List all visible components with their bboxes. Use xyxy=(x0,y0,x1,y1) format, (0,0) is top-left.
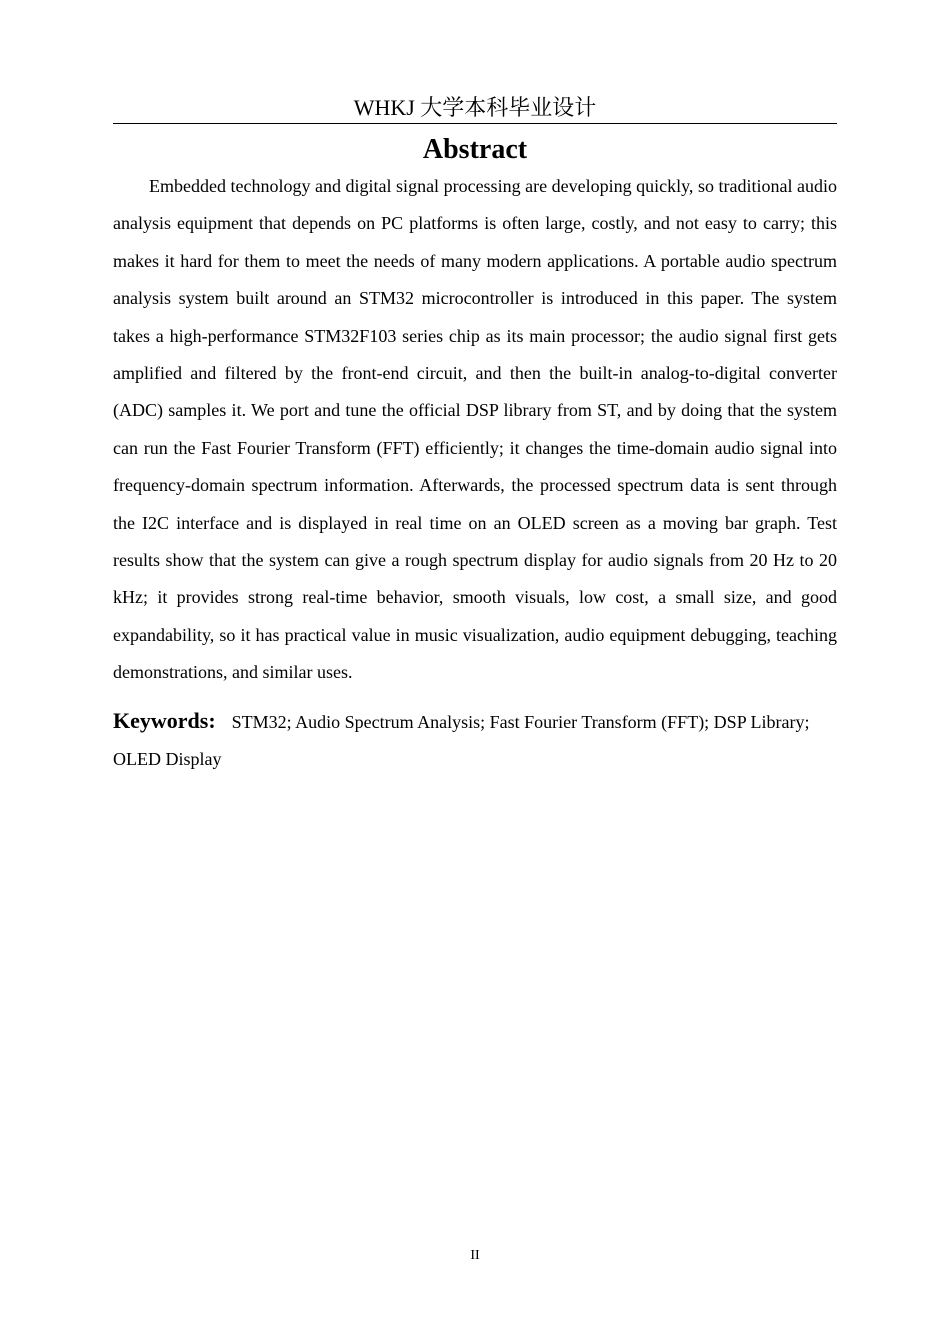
header-rule xyxy=(113,123,837,124)
keywords-text: STM32; Audio Spectrum Analysis; Fast Fourier Transform (FFT); DSP Library; OLED Display xyxy=(113,712,810,769)
abstract-title: Abstract xyxy=(422,134,528,165)
running-header: WHKJ 大学本科毕业设计 xyxy=(353,95,597,120)
keywords-section xyxy=(113,702,837,778)
abstract-body: Embedded technology and digital signal processing are developing quickly, so traditional audio analysis equipment that depends on PC platforms is often large, costly, and not easy to carry; this makes it hard for them to meet the needs of many modern applications. A portable audio spectrum analysis system built around an STM32 microcontroller is introduced in this paper. The system takes a high-performance STM32F103 series chip as its main processor; the audio signal first gets amplified and filtered by the front-end circuit, and then the built-in analog-to-digital converter (ADC) samples it. We port and tune the official DSP library from ST, and by doing that the system can run the Fast Fourier Transform (FFT) efficiently; it changes the time-domain audio signal into frequency-domain spectrum information. Afterwards, the processed spectrum data is sent through the I2C interface and is displayed in real time on an OLED screen as a moving bar graph. Test results show that the system can give a rough spectrum display for audio signals from 20 Hz to 20 kHz; it provides strong real-time behavior, smooth visuals, low cost, a small size, and good expandability, so it has practical value in music visualization, audio equipment debugging, teaching demonstrations, and similar uses. xyxy=(113,176,837,683)
page-number: II xyxy=(470,1248,480,1263)
keywords-label: Keywords: xyxy=(113,708,216,733)
